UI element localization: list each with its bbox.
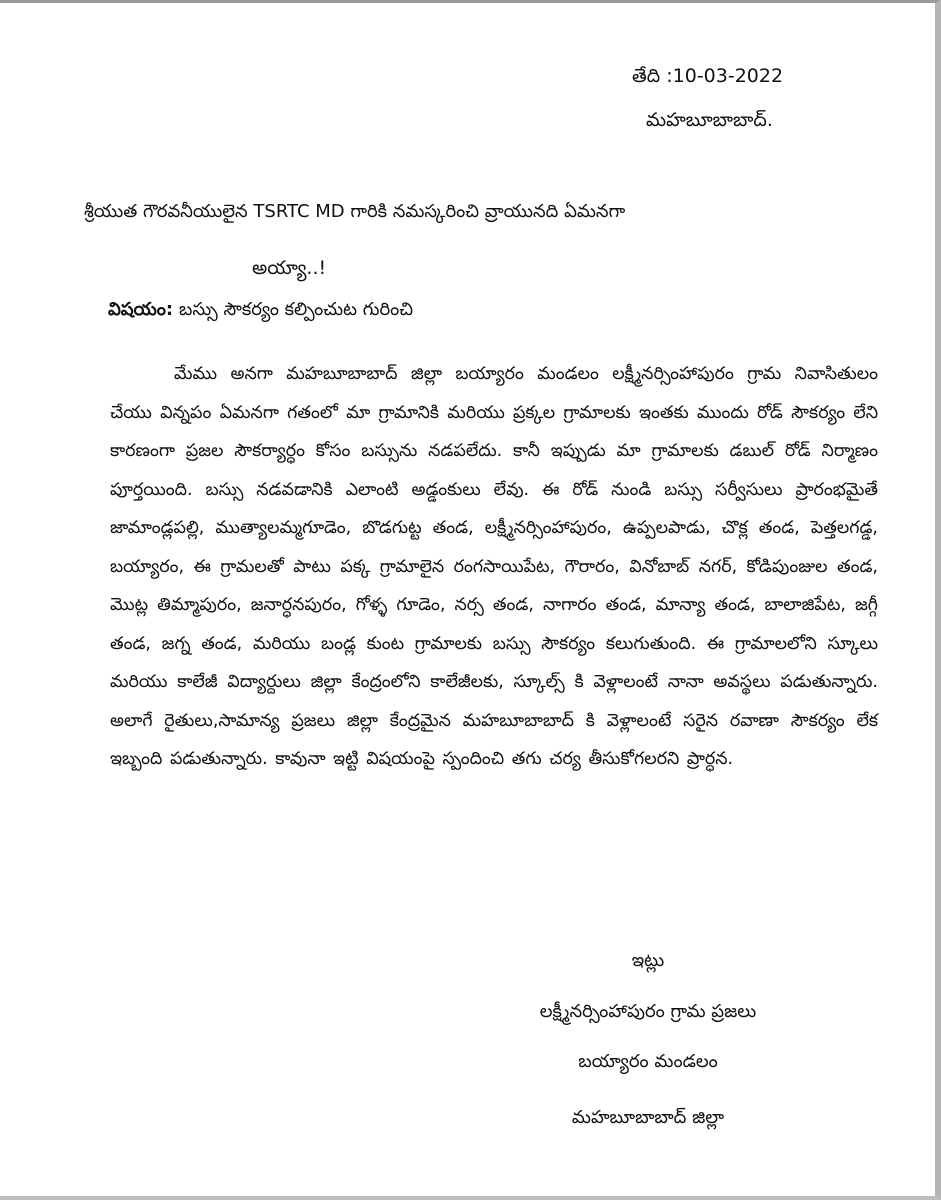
signature-closing: ఇట్లు: [631, 950, 665, 971]
signature-village: లక్ష్మీనర్సింహాపురం గ్రామ ప్రజలు: [539, 1001, 757, 1022]
letter-place: మహబూబాబాద్.: [646, 109, 773, 131]
letter-date: తేది :10-03-2022: [632, 65, 784, 87]
salutation: శ్రీయుత గౌరవనీయులైన TSRTC MD గారికి నమస్కరించి వ్రాయునది ఏమనగా: [84, 201, 626, 222]
signature-mandal: బయ్యారం మండలం: [578, 1051, 718, 1072]
body-paragraph: మేము అనగా మహబూబాబాద్ జిల్లా బయ్యారం మండలం లక్ష్మీనర్సింహాపురం గ్రామ నివాసితులం చేయు విన్నపం ఏమనగా గతంలో మా గ్రామానికి మరియు ప్రక్కల గ్రామాలకు ఇంతకు ముందు రోడ్ సౌకర్యం లేని కారణంగా ప్రజల సౌకర్యార్ధం కోసం బస్సును నడపలేదు. కానీ ఇప్పుడు మా గ్రామాలకు డబుల్ రోడ్ నిర్మాణం పూర్తయింది. బస్సు నడవడానికి ఎలాంటి అడ్డంకులు లేవు. ఈ రోడ్ నుండి బస్సు సర్వీసులు ప్రారంభమైతే జామాండ్లపల్లి, ముత్యాలమ్మగూడెం, బొడగుట్ట తండ, లక్ష్మీనర్సింహాపురం, ఉప్పలపాడు, చొక్ల తండ, పెత్తలగడ్డ, బయ్యారం, ఈ గ్రామలతో పాటు పక్క గ్రామాలైన రంగసాయిపేట, గౌరారం, వినోబాబ్ నగర్, కోడిపుంజుల తండ, మొట్ల తిమ్మాపురం, జనార్ధనపురం, గోళ్ళ గూడెం, నర్స తండ, నాగారం తండ, మాన్యా తండ, బాలాజిపేట, జగ్గీ తండ, జగ్న తండ, మరియు బండ్ల కుంట గ్రామాలకు బస్సు సౌకర్యం కలుగుతుంది. ఈ గ్రామాలలోని స్కూలు మరియు కాలేజీ విద్యార్దులు జిల్లా కేంద్రంలోని కాలేజీలకు, స్కూల్స్ కి వెళ్లాలంటే నానా అవస్థలు పడుతున్నారు. అలాగే రైతులు,సామాన్య ప్రజలు జిల్లా కేంద్రమైన మహబూబాబాద్ కి వెళ్లాలంటే సరైన రవాణా సౌకర్యం లేక ఇబ్బంది పడుతున్నారు. కావునా ఇట్టి విషయంపై స్పందించి తగు చర్య తీసుకోగలరని ప్రార్ధన.: [110, 364, 878, 769]
address-line: అయ్యా..!: [252, 257, 327, 279]
subject-label: విషయం:: [108, 299, 174, 320]
letter-body: [110, 355, 878, 779]
subject-line: [108, 299, 413, 324]
subject-text: బస్సు సౌకర్యం కల్పించుట గురించి: [178, 299, 414, 320]
signature-district: మహబూబాబాద్ జిల్లా: [571, 1107, 725, 1128]
